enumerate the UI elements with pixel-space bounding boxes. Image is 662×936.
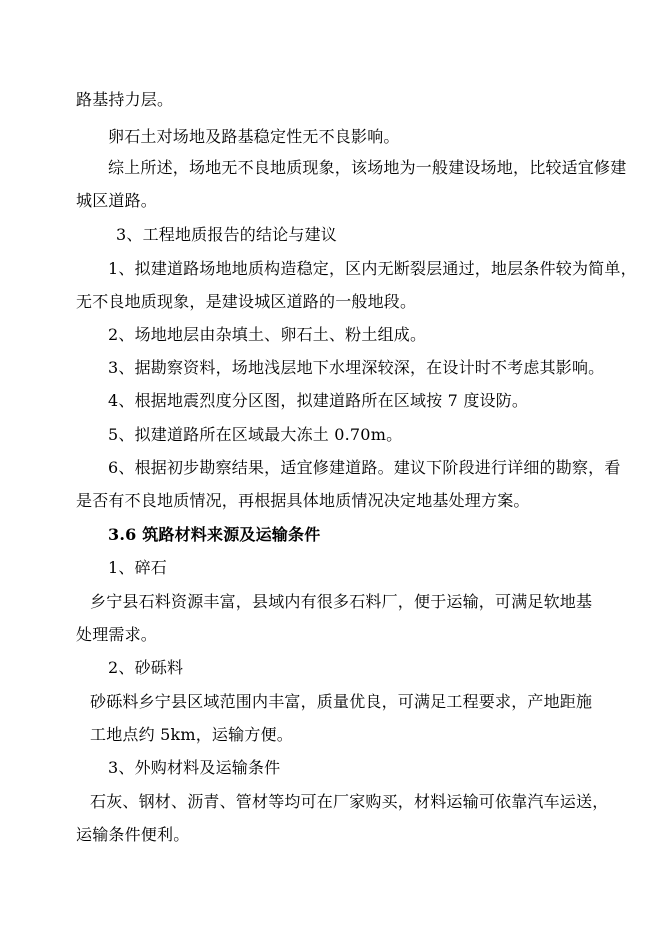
paragraph-line: 1、拟建道路场地地质构造稳定，区内无断裂层通过，地层条件较为简单， (108, 259, 637, 278)
paragraph-line: 5、拟建道路所在区域最大冻土 0.70m。 (108, 425, 403, 444)
paragraph-line: 3、据勘察资料，场地浅层地下水埋深较深，在设计时不考虑其影响。 (108, 358, 605, 377)
paragraph-line: 石灰、钢材、沥青、管材等均可在厂家购买，材料运输可依靠汽车运送， (90, 792, 609, 811)
paragraph-line: 运输条件便利。 (76, 825, 190, 844)
paragraph-line: 乡宁县石料资源丰富，县域内有很多石料厂，便于运输，可满足软地基 (90, 592, 593, 611)
paragraph-line: 无不良地质现象，是建设城区道路的一般地段。 (76, 292, 417, 311)
section-heading: 3、工程地质报告的结论与建议 (116, 225, 337, 244)
paragraph-line: 工地点约 5km，运输方便。 (90, 725, 293, 744)
paragraph-line: 4、根据地震烈度分区图，拟建道路所在区域按 7 度设防。 (108, 391, 529, 410)
subheading: 2、砂砾料 (108, 658, 184, 677)
paragraph-line: 卵石土对场地及路基稳定性无不良影响。 (108, 127, 400, 146)
paragraph-line: 是否有不良地质情况，再根据具体地质情况决定地基处理方案。 (76, 491, 530, 510)
subheading: 1、碎石 (108, 558, 167, 577)
subheading: 3、外购材料及运输条件 (108, 758, 281, 777)
paragraph-line: 砂砾料乡宁县区域范围内丰富，质量优良，可满足工程要求，产地距施 (90, 692, 593, 711)
section-heading-3-6: 3.6 筑路材料来源及运输条件 (108, 525, 321, 544)
paragraph-line: 2、场地地层由杂填土、卵石土、粉土组成。 (108, 325, 427, 344)
paragraph-line: 处理需求。 (76, 625, 158, 644)
paragraph-line: 6、根据初步勘察结果，适宜修建道路。建议下阶段进行详细的勘察，看 (108, 458, 621, 477)
paragraph-line: 综上所述，场地无不良地质现象，该场地为一般建设场地，比较适宜修建 (108, 158, 627, 177)
paragraph-line: 城区道路。 (76, 191, 158, 210)
paragraph-line: 路基持力层。 (76, 90, 174, 109)
